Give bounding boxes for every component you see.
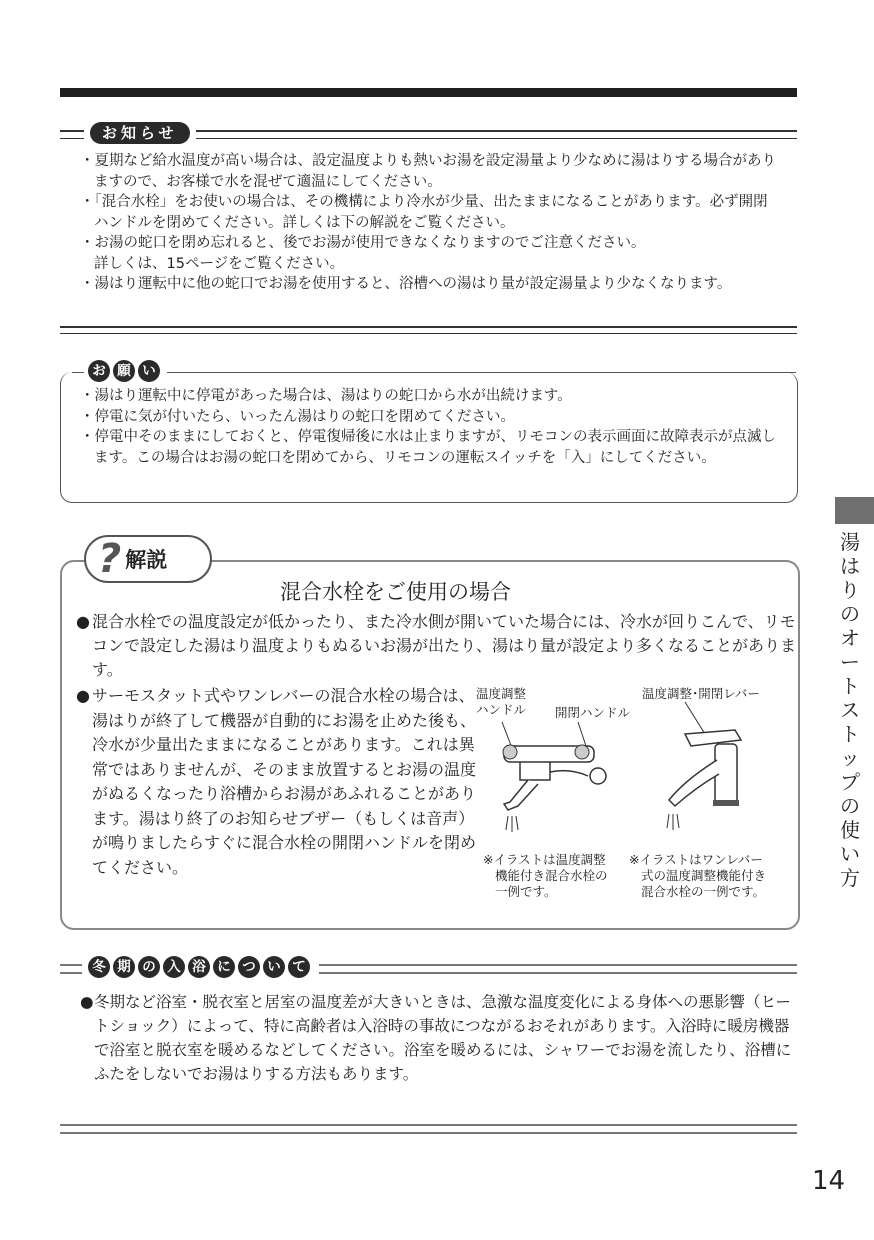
side-tab-label: 湯はりのオートストップの使い方 — [840, 530, 860, 890]
request-item: ・停電に気が付いたら、いったん湯はりの蛇口を閉めてください。 — [80, 408, 515, 425]
bullet-icon: ● — [76, 612, 90, 631]
explain-badge-label: 解説 — [125, 548, 168, 572]
notice-item: ・湯はり運転中に他の蛇口でお湯を使用すると、浴槽への湯はり量が設定湯量より少なくなります。 — [80, 276, 732, 292]
explain-para1 — [76, 610, 798, 682]
request-label-char: い — [138, 360, 160, 382]
winter-label-char: て — [288, 956, 310, 978]
fig2-label: 温度調整･開閉レバー — [642, 686, 760, 701]
notice-item: 詳しくは、15ページをご覧ください。 — [94, 255, 345, 272]
winter-label-char: 冬 — [88, 956, 110, 978]
notice-item: ・夏期など給水温度が高い場合は、設定温度よりも熱いお湯を設定湯量より少なめに湯はりする場合がありますので、お客様で水を混ぜて適温にしてください。 — [80, 153, 776, 190]
fig1-label-open: 開閉ハンドル — [555, 705, 631, 720]
notice-item: ・「混合水栓」をお使いの場合は、その機構により冷水が少量、出たままになることがあります。必ず開閉ハンドルを閉めてください。詳しくは下の解説をご覧ください。 — [80, 194, 768, 231]
fig1-label-temp: 温度調整 ハンドル — [476, 686, 527, 717]
notice-list — [80, 151, 780, 295]
winter-label-char: 入 — [163, 956, 185, 978]
bullet-icon: ● — [76, 686, 90, 705]
request-label-char: お — [88, 360, 110, 382]
explain-para2-text: サーモスタット式やワンレバーの混合水栓の場合は、湯はりが終了して機器が自動的にお湯を止めた後も、冷水が少量出たままになることがあります。これは異常ではありませんが、そのまま放置するとお湯の温度がぬるくなったり浴槽からお湯があふれることがあります。湯はり終了のお知らせブザー（もしくは音声）が鳴りましたらすぐに混合水栓の開閉ハンドルを閉めてください。 — [92, 686, 477, 877]
request-list — [80, 386, 780, 468]
notice-header — [84, 122, 196, 144]
winter-label-char: 期 — [113, 956, 135, 978]
fig1-caption: ※イラストは温度調整 機能付き混合水栓の 一例です。 — [483, 852, 608, 899]
question-icon: ? — [98, 536, 122, 582]
request-item: ・停電中そのままにしておくと、停電復帰後に水は止まりますが、リモコンの表示画面に故障表示が点滅します。この場合はお湯の蛇口を閉めてから、リモコンの運転スイッチを「入」にしてください。 — [80, 429, 776, 466]
explain-title: 混合水栓をご使用の場合 — [280, 580, 511, 604]
explain-para2 — [76, 684, 478, 880]
top-rule — [60, 88, 797, 97]
faucet-single-lever-illustration — [655, 700, 765, 840]
explain-para1-text: 混合水栓での温度設定が低かったり、また冷水側が開いていた場合には、冷水が回りこんで、リモコンで設定した湯はり温度よりもぬるいお湯が出たり、湯はり量が設定より多くなることがあります。 — [92, 612, 797, 679]
side-tab-marker — [835, 497, 874, 524]
page-number: 14 — [812, 1166, 846, 1196]
notice-bottom-rule — [60, 326, 797, 334]
request-label-char: 願 — [113, 360, 135, 382]
winter-label-char: に — [213, 956, 235, 978]
bottom-rule — [60, 1124, 797, 1134]
winter-text-body: 冬期など浴室・脱衣室と居室の温度差が大きいときは、急激な温度変化による身体への悪影響（ヒートショック）によって、特に高齢者は入浴時の事故につながるおそれがあります。入浴時に暖房機器で浴室と脱衣室を暖めるなどしてください。浴室を暖めるには、シャワーでお湯を流したり、浴槽にふたをしないでお湯はりする方法もあります。 — [94, 993, 792, 1083]
bullet-icon: ● — [80, 993, 94, 1011]
winter-header — [82, 956, 319, 978]
winter-label-char: 浴 — [188, 956, 210, 978]
winter-text — [80, 990, 796, 1086]
notice-item: ・お湯の蛇口を閉め忘れると、後でお湯が使用できなくなりますのでご注意ください。 — [80, 235, 646, 251]
request-box-top — [72, 372, 796, 373]
winter-label-char: の — [138, 956, 160, 978]
winter-label-char: い — [263, 956, 285, 978]
explain-badge — [84, 535, 212, 583]
faucet-two-handle-illustration — [490, 720, 620, 840]
request-item: ・湯はり運転中に停電があった場合は、湯はりの蛇口から水が出続けます。 — [80, 388, 572, 404]
winter-label-char: つ — [238, 956, 260, 978]
fig2-caption: ※イラストはワンレバー 式の温度調整機能付き 混合水栓の一例です。 — [629, 852, 767, 899]
notice-label: お知らせ — [90, 122, 190, 144]
request-header — [84, 360, 167, 382]
